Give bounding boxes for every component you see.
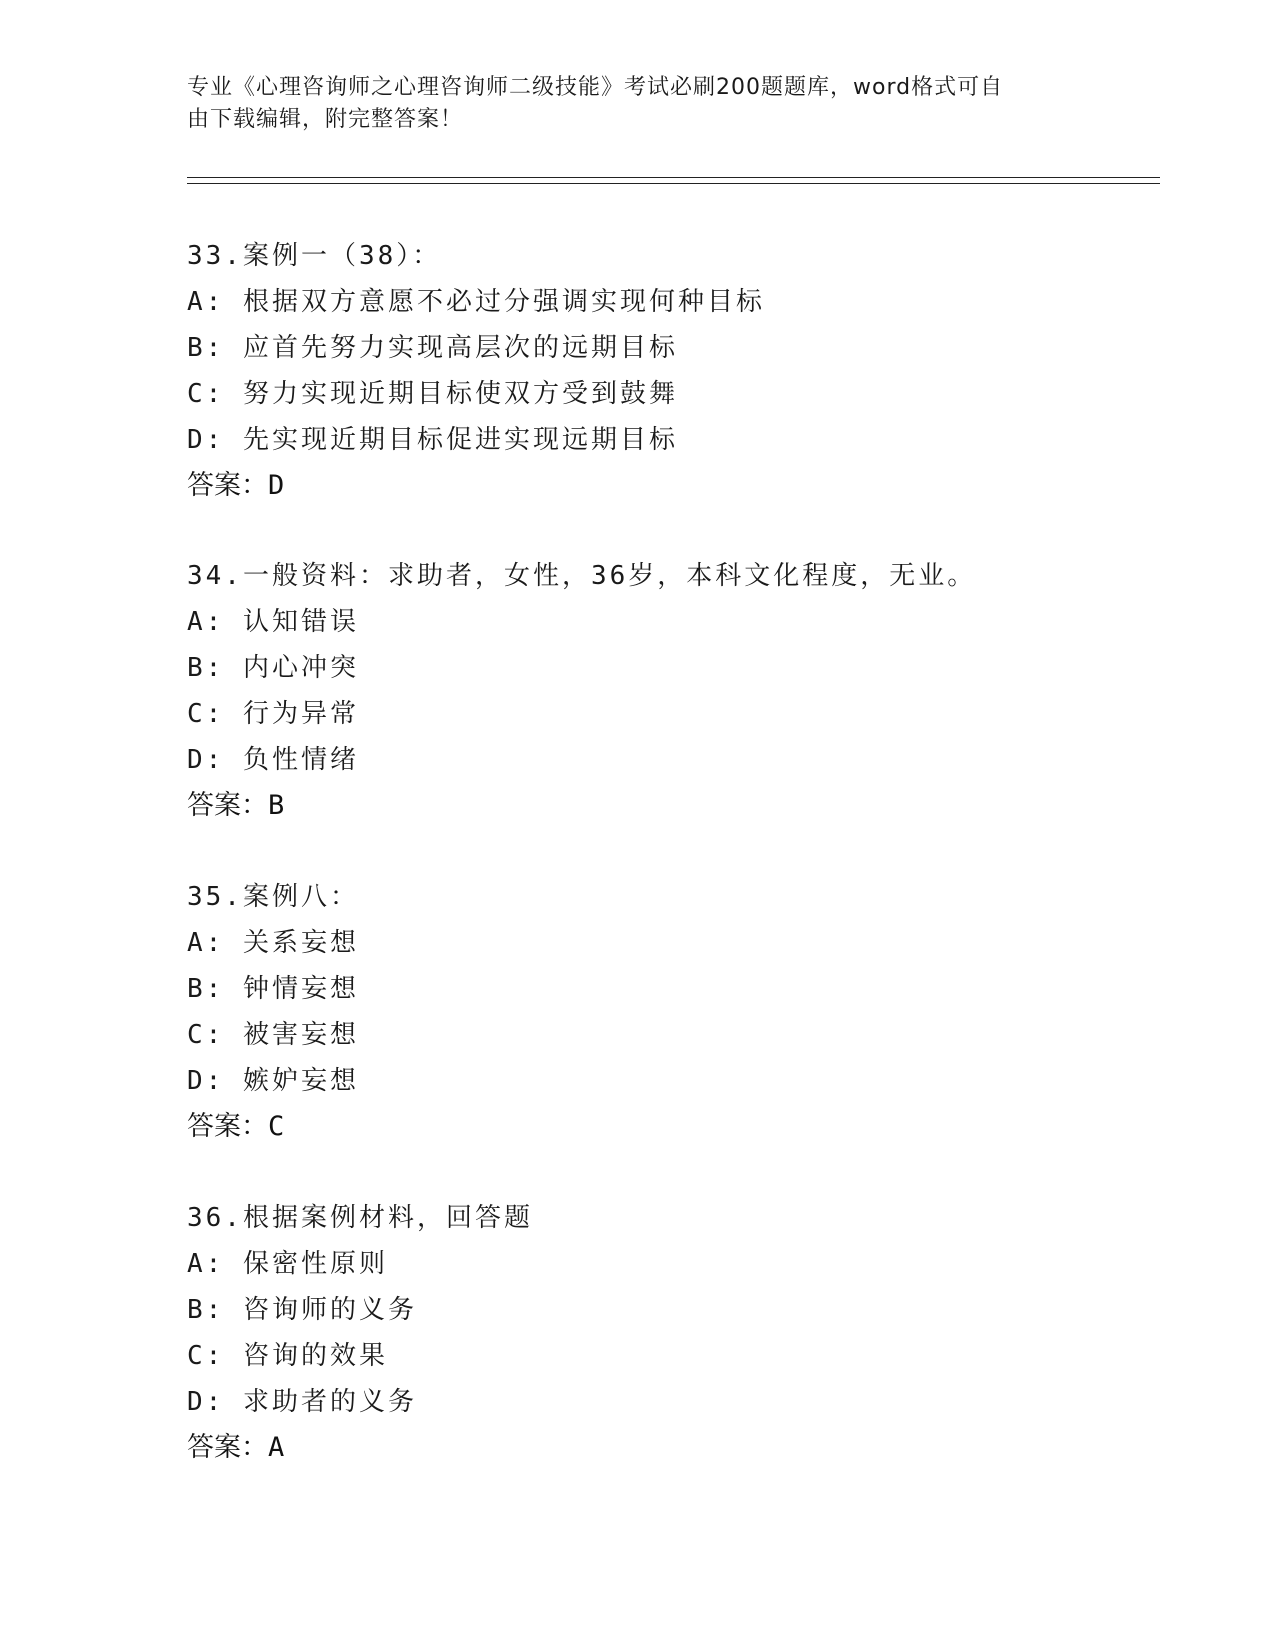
answer-label: 答案： [187,1111,268,1142]
question-33 [187,233,1167,509]
question-36 [187,1195,1167,1471]
answer-value: B [268,790,285,821]
answer-line [187,1425,1167,1471]
option-b: B: 咨询师的义务 [187,1295,417,1325]
question-title: 36.根据案例材料，回答题 [187,1203,533,1233]
option-a: A: 保密性原则 [187,1249,388,1279]
option-a: A: 根据双方意愿不必过分强调实现何种目标 [187,287,765,317]
answer-label: 答案： [187,1432,268,1463]
document-header [187,72,1087,136]
option-b: B: 应首先努力实现高层次的远期目标 [187,333,678,363]
answer-label: 答案： [187,470,268,501]
answer-label: 答案： [187,790,268,821]
option-b: B: 钟情妄想 [187,974,359,1004]
option-d: D: 先实现近期目标促进实现远期目标 [187,425,678,455]
question-35 [187,874,1167,1150]
answer-line [187,1104,1167,1150]
option-a: A: 认知错误 [187,607,359,637]
answer-line [187,463,1167,509]
option-c: C: 咨询的效果 [187,1341,388,1371]
option-c: C: 被害妄想 [187,1020,359,1050]
header-line-1: 专业《心理咨询师之心理咨询师二级技能》考试必刷200题题库，word格式可自 [187,75,1004,100]
header-line-2: 由下载编辑，附完整答案！ [187,107,464,132]
question-title: 35.案例八： [187,882,359,912]
option-d: D: 求助者的义务 [187,1387,417,1417]
answer-value: D [268,470,285,501]
answer-value: A [268,1432,285,1463]
option-a: A: 关系妄想 [187,928,359,958]
question-title: 33.案例一（38）： [187,241,442,271]
answer-line [187,783,1167,829]
question-34 [187,553,1167,829]
header-divider-top [187,177,1160,178]
question-title: 34.一般资料：求助者，女性，36岁，本科文化程度，无业。 [187,561,977,591]
header-divider-bottom [187,183,1160,184]
option-d: D: 嫉妒妄想 [187,1066,359,1096]
option-b: B: 内心冲突 [187,653,359,683]
answer-value: C [268,1111,285,1142]
option-c: C: 努力实现近期目标使双方受到鼓舞 [187,379,678,409]
option-d: D: 负性情绪 [187,745,359,775]
option-c: C: 行为异常 [187,699,359,729]
